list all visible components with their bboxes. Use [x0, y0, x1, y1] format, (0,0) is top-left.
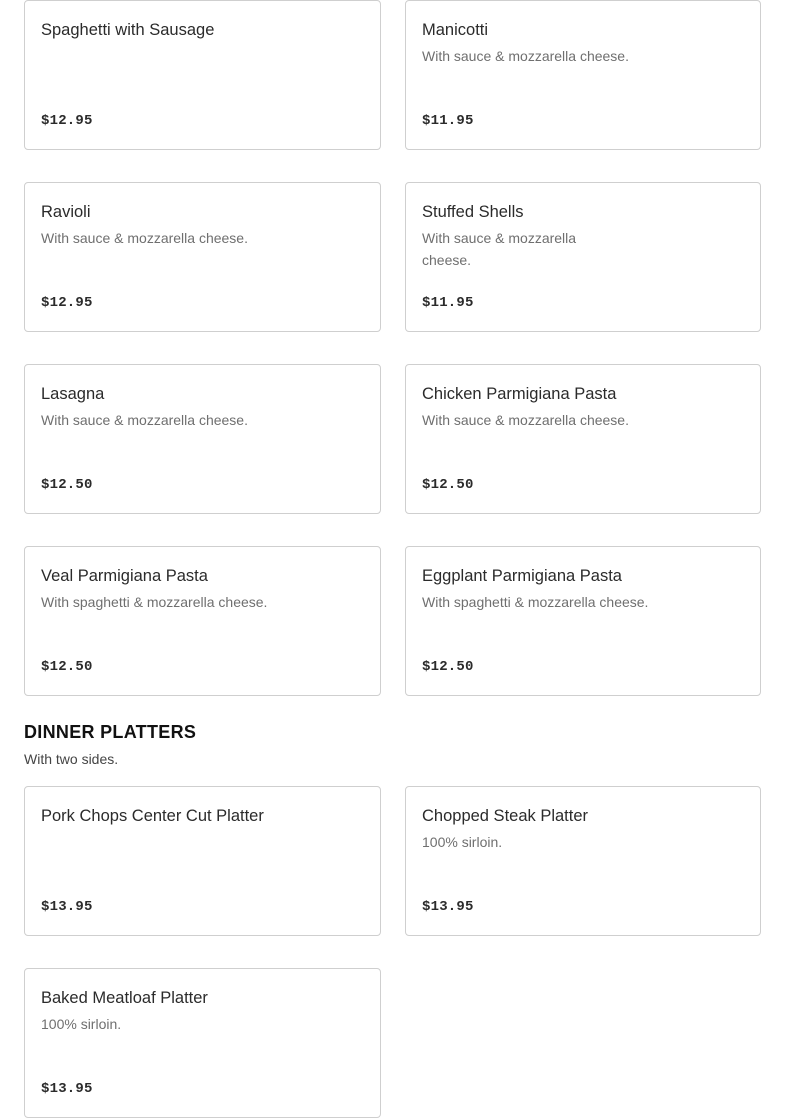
menu-item-card[interactable] — [24, 182, 381, 332]
item-name: Manicotti — [422, 21, 489, 39]
menu-item-card[interactable] — [405, 182, 761, 332]
item-price: $13.95 — [41, 899, 93, 915]
menu-item-card[interactable] — [24, 968, 381, 1118]
item-description: With spaghetti & mozzarella cheese. — [41, 594, 268, 610]
item-description: With sauce & mozzarella cheese. — [422, 412, 629, 428]
item-price: $13.95 — [41, 1081, 93, 1097]
item-name: Ravioli — [41, 203, 91, 221]
section-subtitle: With two sides. — [24, 751, 119, 767]
item-description: 100% sirloin. — [422, 834, 503, 850]
menu-item-card[interactable] — [24, 364, 381, 514]
item-name: Chopped Steak Platter — [422, 807, 589, 825]
item-name: Veal Parmigiana Pasta — [41, 567, 208, 585]
pasta-items-grid — [24, 0, 761, 696]
item-description: 100% sirloin. — [41, 1016, 122, 1032]
item-price: $11.95 — [422, 295, 474, 311]
dinner-platters-grid — [24, 786, 761, 1118]
menu-item-card[interactable] — [405, 786, 761, 936]
item-description: With sauce & mozzarella cheese. — [422, 230, 577, 268]
item-name: Stuffed Shells — [422, 203, 524, 221]
item-name: Pork Chops Center Cut Platter — [41, 807, 264, 825]
item-price: $12.50 — [422, 659, 474, 675]
menu-item-card[interactable] — [24, 0, 381, 150]
section-title: DINNER PLATTERS — [24, 722, 197, 742]
item-description: With sauce & mozzarella cheese. — [41, 230, 248, 246]
item-price: $12.50 — [422, 477, 474, 493]
item-name: Lasagna — [41, 385, 105, 403]
menu-item-card[interactable] — [24, 786, 381, 936]
item-price: $12.95 — [41, 295, 93, 311]
item-description: With sauce & mozzarella cheese. — [41, 412, 248, 428]
item-name: Eggplant Parmigiana Pasta — [422, 567, 622, 585]
item-price: $12.50 — [41, 659, 93, 675]
item-name: Spaghetti with Sausage — [41, 21, 215, 39]
menu-item-card[interactable] — [405, 0, 761, 150]
item-name: Chicken Parmigiana Pasta — [422, 385, 617, 403]
item-price: $11.95 — [422, 113, 474, 129]
item-price: $13.95 — [422, 899, 474, 915]
section-header-dinner-platters — [24, 720, 196, 770]
item-description: With spaghetti & mozzarella cheese. — [422, 594, 649, 610]
menu-item-card[interactable] — [405, 546, 761, 696]
item-description: With sauce & mozzarella cheese. — [422, 48, 629, 64]
item-price: $12.50 — [41, 477, 93, 493]
item-price: $12.95 — [41, 113, 93, 129]
item-name: Baked Meatloaf Platter — [41, 989, 208, 1007]
menu-item-card[interactable] — [24, 546, 381, 696]
menu-item-card[interactable] — [405, 364, 761, 514]
